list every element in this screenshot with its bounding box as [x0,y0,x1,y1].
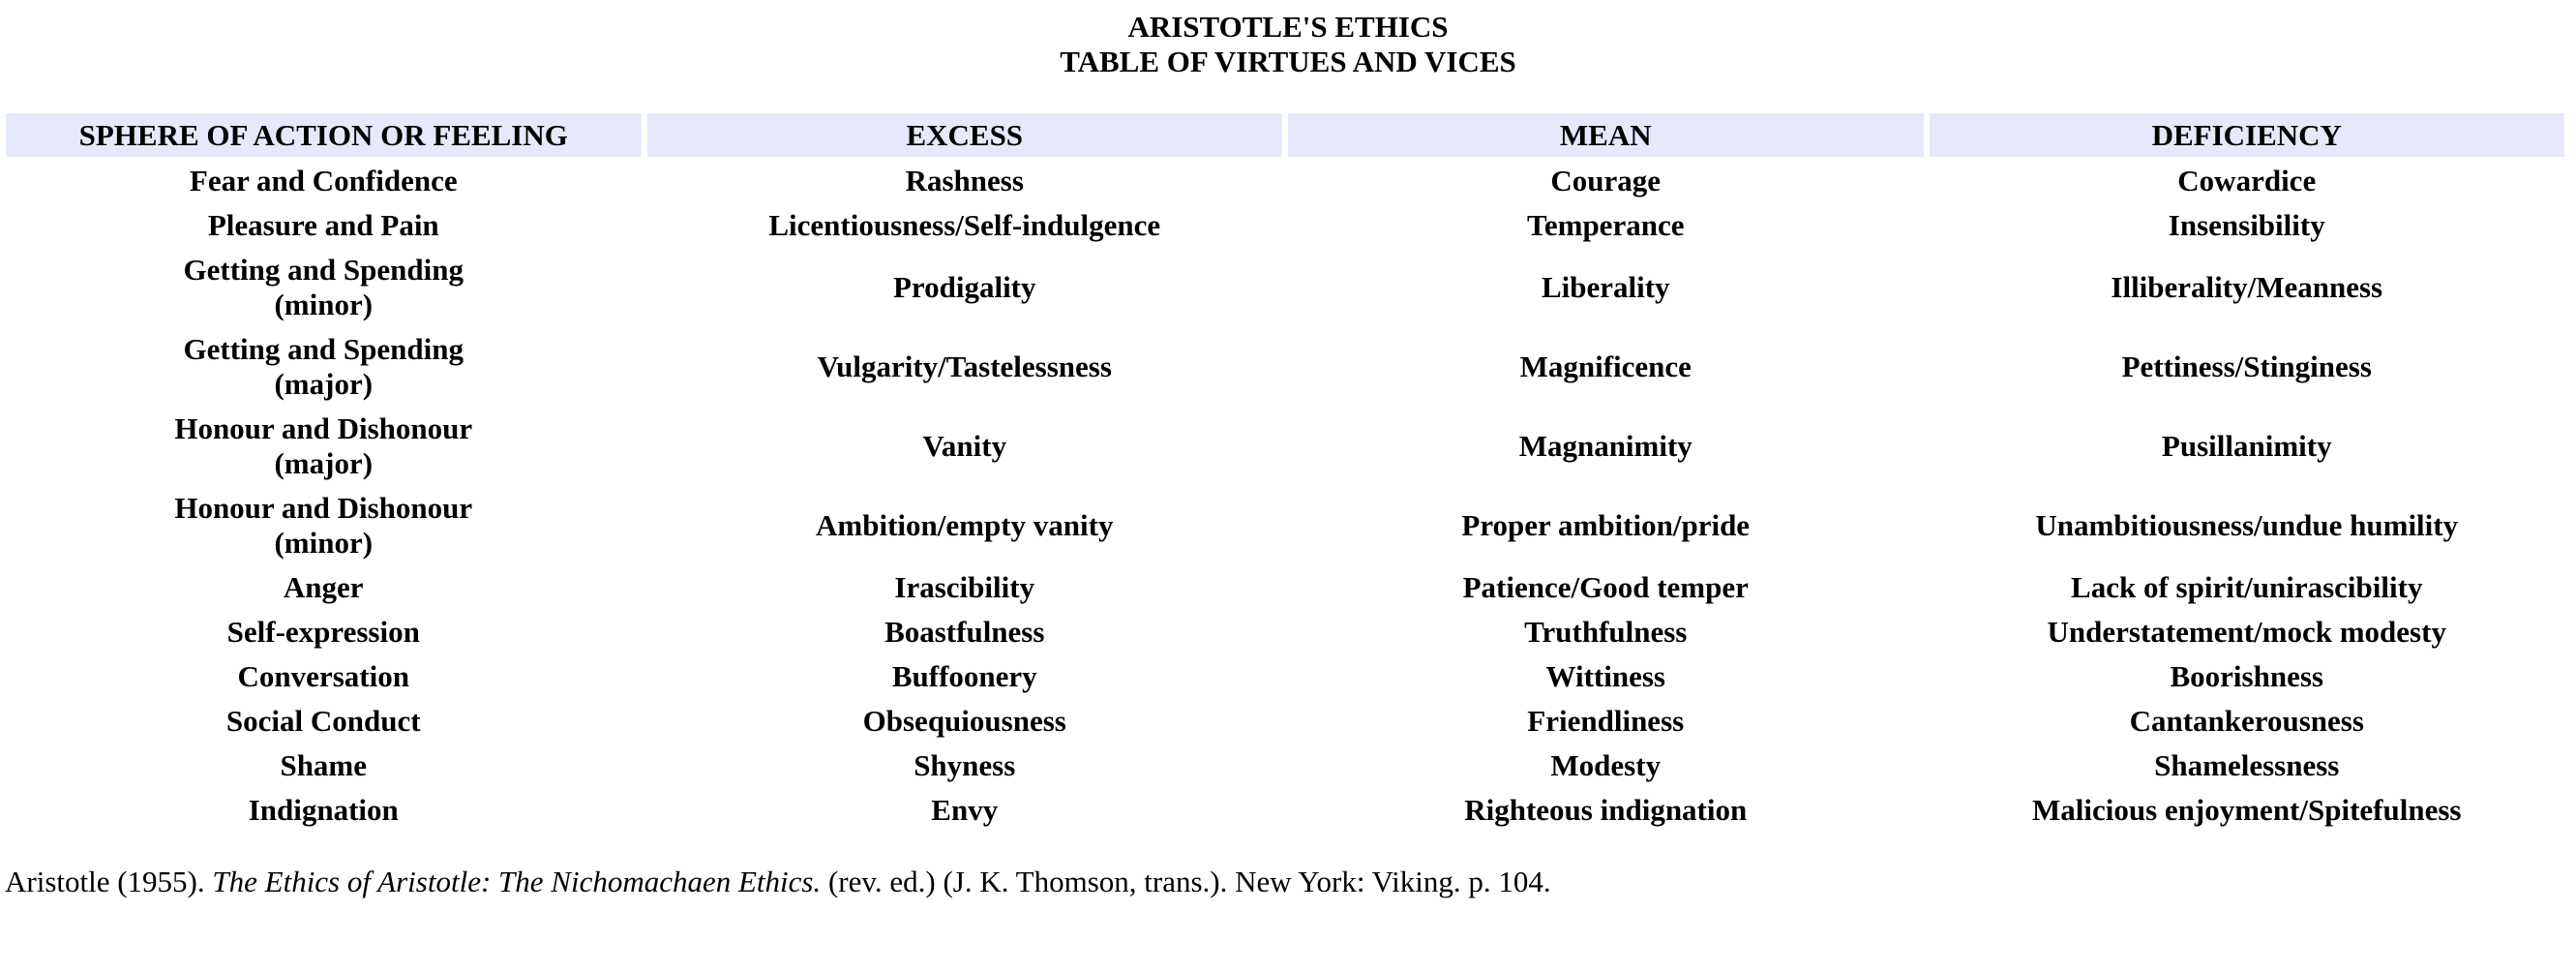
page-title [0,10,2576,79]
table-row [6,248,2564,327]
deficiency-cell: Cowardice [2177,164,2317,197]
deficiency-cell: Cantankerousness [2129,704,2364,738]
deficiency-cell: Malicious enjoyment/Spitefulness [2032,793,2462,827]
table-row [6,203,2564,248]
table-row [6,699,2564,744]
excess-cell: Envy [931,793,999,827]
deficiency-cell: Boorishness [2170,659,2323,693]
deficiency-cell: Pettiness/Stinginess [2121,349,2372,383]
excess-cell: Ambition/empty vanity [816,508,1114,542]
sphere-subtext: (major) [274,446,374,480]
deficiency-cell: Pusillanimity [2161,429,2332,463]
title-line-1: ARISTOTLE'S ETHICS [1127,10,1449,44]
sphere-text: Getting and Spending [183,253,464,287]
mean-cell: Truthfulness [1524,615,1688,649]
deficiency-cell: Illiberality/Meanness [2111,270,2383,304]
excess-cell: Vanity [922,429,1007,463]
excess-cell: Buffoonery [891,659,1037,693]
citation-prefix: Aristotle (1955). [5,865,213,898]
mean-cell: Liberality [1541,270,1670,304]
mean-cell: Magnanimity [1518,429,1692,463]
table-row [6,327,2564,407]
excess-cell: Vulgarity/Tastelessness [817,349,1112,383]
citation-title: The Ethics of Aristotle: The Nichomachaen Ethics. [212,865,822,898]
mean-cell: Magnificence [1519,349,1692,383]
mean-cell: Friendliness [1527,704,1685,738]
mean-cell: Wittiness [1545,659,1665,693]
sphere-cell: Anger [283,570,364,604]
excess-cell: Prodigality [892,270,1036,304]
sphere-cell: Indignation [248,793,399,827]
citation-suffix: (rev. ed.) (J. K. Thomson, trans.). New York: Viking. p. 104. [821,865,1551,898]
sphere-subtext: (major) [274,367,374,401]
header-excess: EXCESS [647,113,1283,157]
table-row [6,157,2564,203]
header-sphere: SPHERE OF ACTION OR FEELING [6,113,642,157]
sphere-cell [6,327,642,407]
table-row [6,407,2564,486]
sphere-subtext: (minor) [274,526,374,560]
virtues-vices-table [0,113,2570,833]
sphere-cell [6,407,642,486]
table-row [6,788,2564,833]
table-row [6,610,2564,654]
deficiency-cell: Lack of spirit/unirascibility [2071,570,2423,604]
deficiency-cell: Insensibility [2168,208,2325,242]
sphere-text: Honour and Dishonour [174,491,473,525]
excess-cell: Licentiousness/Self-indulgence [768,208,1161,242]
excess-cell: Shyness [914,748,1016,782]
table-row [6,486,2564,565]
table-header-row [6,113,2564,157]
excess-cell: Irascibility [894,570,1035,604]
mean-cell: Righteous indignation [1464,793,1748,827]
title-line-2: TABLE OF VIRTUES AND VICES [1060,45,1516,78]
sphere-cell [6,486,642,565]
excess-cell: Obsequiousness [862,704,1066,738]
table-row [6,744,2564,788]
mean-cell: Patience/Good temper [1462,570,1749,604]
sphere-subtext: (minor) [274,288,374,321]
citation [5,865,1551,899]
mean-cell: Proper ambition/pride [1461,508,1751,542]
deficiency-cell: Unambitiousness/undue humility [2035,508,2459,542]
sphere-cell: Social Conduct [225,704,421,738]
sphere-cell: Self-expression [226,615,420,649]
sphere-cell: Fear and Confidence [189,164,458,197]
mean-cell: Modesty [1550,748,1662,782]
sphere-cell: Conversation [237,659,409,693]
deficiency-cell: Understatement/mock modesty [2047,615,2446,649]
sphere-text: Honour and Dishonour [174,411,473,445]
header-mean: MEAN [1288,113,1924,157]
sphere-cell [6,248,642,327]
table-row [6,654,2564,699]
sphere-text: Getting and Spending [183,332,464,366]
header-deficiency: DEFICIENCY [1930,113,2565,157]
mean-cell: Temperance [1527,208,1685,242]
excess-cell: Boastfulness [884,615,1045,649]
table-row [6,565,2564,610]
mean-cell: Courage [1550,164,1662,197]
excess-cell: Rashness [905,164,1024,197]
sphere-cell: Shame [280,748,368,782]
deficiency-cell: Shamelessness [2154,748,2340,782]
sphere-cell: Pleasure and Pain [207,208,439,242]
